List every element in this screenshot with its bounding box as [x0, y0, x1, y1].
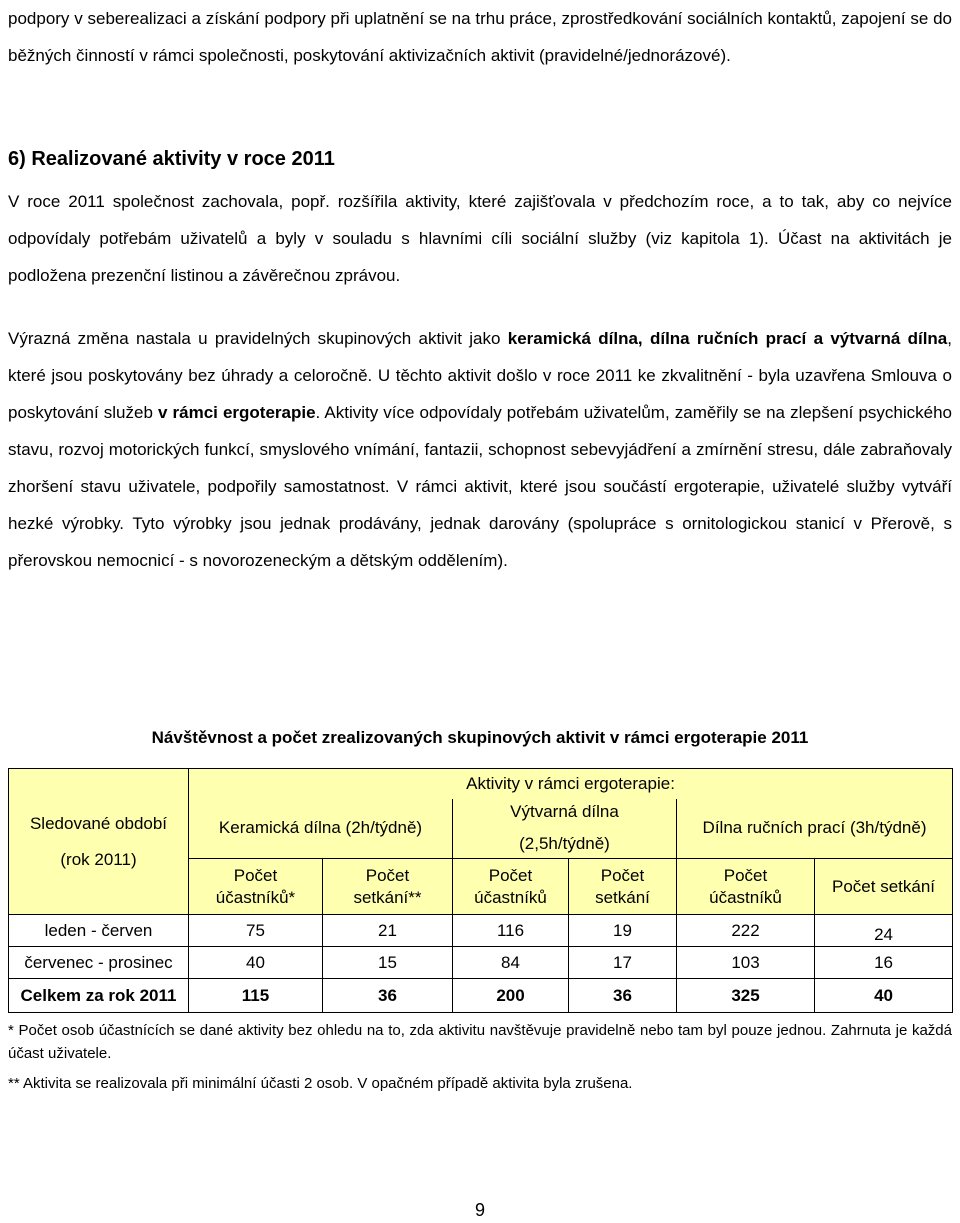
row-2-value-2: 15 [323, 947, 453, 979]
sub-header-1-line2: účastníků* [215, 887, 296, 907]
row-3-value-1: 115 [189, 979, 323, 1013]
page-number: 9 [474, 1200, 485, 1220]
row-2-value-4: 17 [569, 947, 677, 979]
sub-header-4-line2: setkání [595, 887, 650, 907]
sub-header-4 [569, 859, 677, 915]
row-1-value-6: 24 [815, 915, 953, 947]
period-header-line1: Sledované období [29, 813, 168, 833]
paragraph-3 [8, 320, 952, 579]
row-2-value-5: 103 [677, 947, 815, 979]
row-2-period: červenec - prosinec [9, 947, 189, 979]
sub-header-2 [323, 859, 453, 915]
activity-vytvarna [453, 799, 677, 859]
activity-vytvarna-line2: (2,5h/týdně) [519, 834, 610, 854]
section-heading: 6) Realizované aktivity v roce 2011 [8, 148, 335, 170]
table-row [9, 915, 953, 947]
sub-header-3-line2: účastníků [474, 887, 547, 907]
activity-keramicka: Keramická dílna (2h/týdně) [189, 799, 453, 859]
row-1-value-2: 21 [323, 915, 453, 947]
row-1-period: leden - červen [9, 915, 189, 947]
period-header-line2: (rok 2011) [60, 849, 137, 869]
sub-header-6: Počet setkání [815, 859, 953, 915]
paragraph-2: V roce 2011 společnost zachovala, popř. rozšířila aktivity, které zajišťovala v předchozím roce, a to tak, aby co nejvíce odpovídaly potřebám uživatelů a byly v souladu s hlavními cíli sociální služby (viz kapitola 1). Účast na aktivitách je podložena prezenční listinou a závěrečnou zprávou. [8, 192, 952, 285]
row-1-value-4: 19 [569, 915, 677, 947]
sub-header-2-line1: Počet [365, 865, 410, 885]
row-2-value-6: 16 [815, 947, 953, 979]
sub-header-2-line2: setkání** [353, 887, 422, 907]
row-1-value-1: 75 [189, 915, 323, 947]
row-2-value-1: 40 [189, 947, 323, 979]
footnote-2: ** Aktivita se realizovala při minimální účasti 2 osob. V opačném případě aktivita byla zrušena. [8, 1075, 633, 1092]
sub-header-3-line1: Počet [488, 865, 533, 885]
paragraph-3-text-3: . Aktivity více odpovídaly potřebám uživatelům, zaměřily se na zlepšení psychického stavu, rozvoj motorických funkcí, smyslového vnímání, fantazii, schopnost sebevyjádření a zmírnění stresu, dále zabraňovaly zhoršení stavu uživatele, podpořily samostatnost. V rámci aktivit, které jsou součástí ergoterapie, uživatelé služby vytváří hezké výrobky. Tyto výrobky jsou jednak prodávány, jednak darovány (spolupráce s ornitologickou stanicí v Přerově, s přerovskou nemocnicí - s novorozeneckým a dětským oddělením). [8, 403, 952, 570]
row-1-value-3: 116 [453, 915, 569, 947]
table-row [9, 947, 953, 979]
paragraph-3-text-2: , které jsou poskytovány bez úhrady a celoročně. U těchto aktivit došlo v roce 2011 ke zkvalitnění - byla uzavřena Smlouva o poskytování služeb [8, 329, 952, 422]
paragraph-1: podpory v seberealizaci a získání podpory při uplatnění se na trhu práce, zprostředkování sociálních kontaktů, zapojení se do běžných činností v rámci společnosti, poskytování aktivizačních aktivit (pravidelné/jednorázové). [8, 9, 952, 65]
footnotes [8, 1019, 952, 1095]
ergotherapy-table [8, 768, 953, 1013]
sub-header-1-line1: Počet [233, 865, 278, 885]
activity-vytvarna-line1: Výtvarná dílna [510, 802, 619, 822]
activity-rucni-prace: Dílna ručních prací (3h/týdně) [677, 799, 953, 859]
row-3-period: Celkem za rok 2011 [9, 979, 189, 1013]
paragraph-3-bold-1: keramická dílna, dílna ručních prací a výtvarná dílna [507, 329, 948, 348]
row-3-value-5: 325 [677, 979, 815, 1013]
row-1-value-5: 222 [677, 915, 815, 947]
sub-header-5-line2: účastníků [709, 887, 782, 907]
paragraph-3-text-1: Výrazná změna nastala u pravidelných skupinových aktivit jako [8, 329, 508, 348]
table-title: Návštěvnost a počet zrealizovaných skupinových aktivit v rámci ergoterapie 2011 [151, 728, 809, 747]
row-3-value-3: 200 [453, 979, 569, 1013]
row-3-value-2: 36 [323, 979, 453, 1013]
group-header: Aktivity v rámci ergoterapie: [189, 769, 953, 799]
table-row-total [9, 979, 953, 1013]
row-3-value-4: 36 [569, 979, 677, 1013]
sub-header-3 [453, 859, 569, 915]
footnote-1: * Počet osob účastnících se dané aktivity bez ohledu na to, zda aktivitu navštěvuje pravidelně nebo tam byl pouze jednou. Zahrnuta je každá účast uživatele. [8, 1022, 952, 1062]
row-3-value-6: 40 [815, 979, 953, 1013]
sub-header-5 [677, 859, 815, 915]
period-header [9, 769, 189, 915]
row-2-value-3: 84 [453, 947, 569, 979]
paragraph-3-bold-2: v rámci ergoterapie [158, 403, 316, 422]
sub-header-1 [189, 859, 323, 915]
sub-header-5-line1: Počet [723, 865, 768, 885]
sub-header-4-line1: Počet [600, 865, 645, 885]
